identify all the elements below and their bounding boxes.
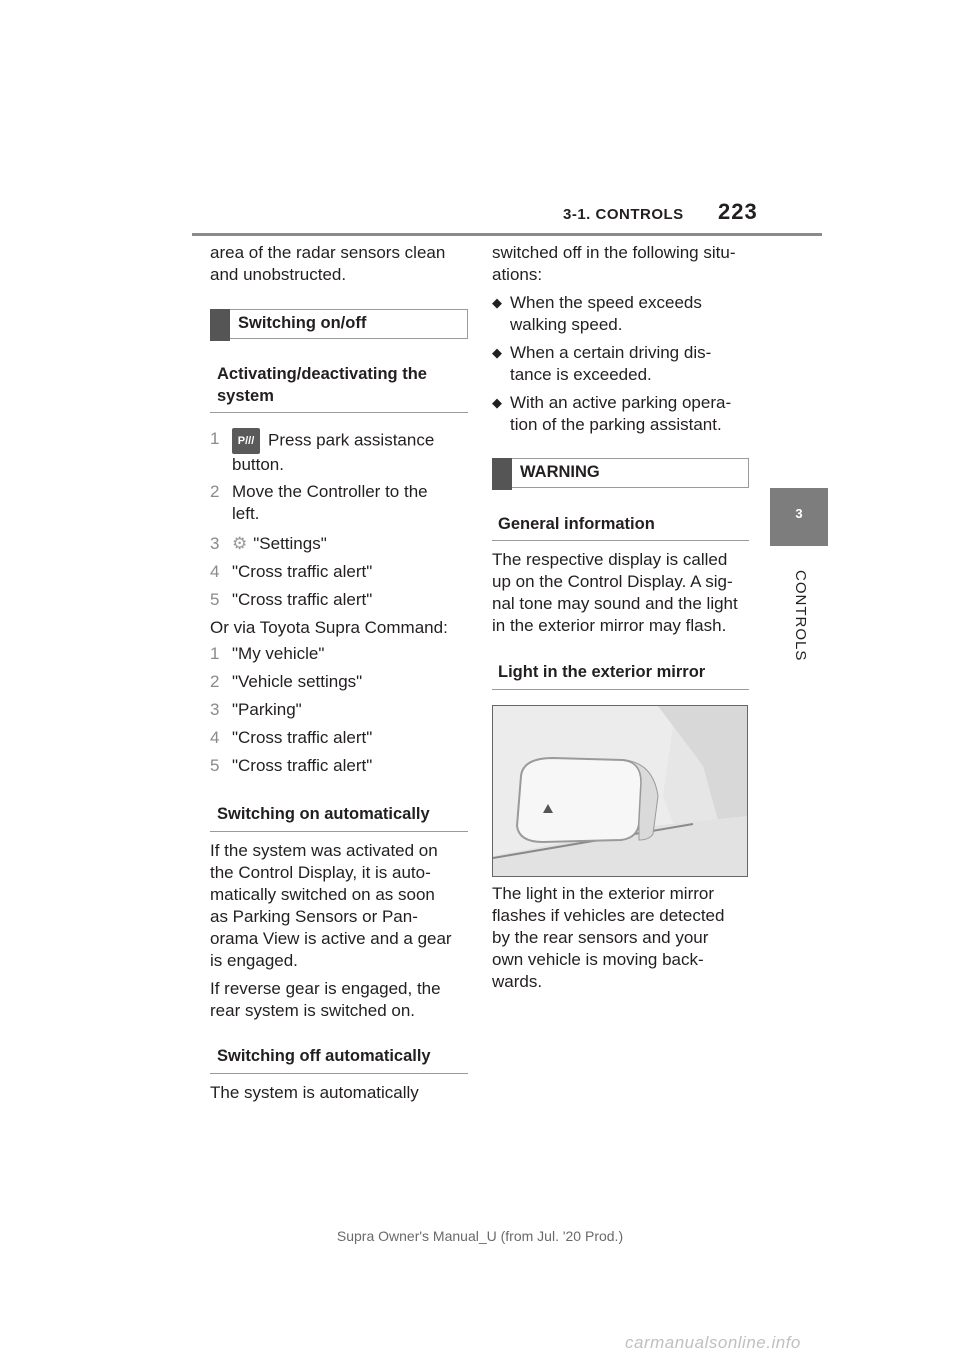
step-text: "Parking" (232, 700, 302, 719)
subheading-general: General information (498, 515, 655, 533)
para-line: in the exterior mirror may flash. (492, 616, 727, 635)
heading-bar (210, 309, 230, 341)
heading-text: WARNING (520, 463, 600, 481)
intro-line: area of the radar sensors clean (210, 243, 446, 262)
bullet-diamond-icon: ◆ (492, 345, 502, 360)
step-text-cont: left. (232, 504, 260, 523)
step-number: 4 (210, 562, 220, 581)
step-text: "Settings" (253, 534, 327, 553)
bullet-text-cont: tance is exceeded. (510, 365, 652, 384)
para-line: own vehicle is moving back- (492, 950, 704, 969)
step-text: "Cross traffic alert" (232, 756, 373, 775)
para-line: If reverse gear is engaged, the (210, 979, 441, 998)
park-assistance-button-icon: P/// (232, 428, 260, 454)
subheading-light: Light in the exterior mirror (498, 663, 706, 681)
step-text: "Cross traffic alert" (232, 728, 373, 747)
watermark-text: carmanualsonline.info (625, 1333, 801, 1352)
step-number: 3 (210, 534, 220, 553)
step-text-cont: button. (232, 455, 284, 474)
step-text: "Cross traffic alert" (232, 590, 373, 609)
bullet-diamond-icon: ◆ (492, 395, 502, 410)
para-line: up on the Control Display. A sig- (492, 572, 733, 591)
subheading-activating: system (217, 387, 274, 405)
para-line: nal tone may sound and the light (492, 594, 738, 613)
settings-gear-icon: ⚙ (232, 534, 248, 553)
para-line: the Control Display, it is auto- (210, 863, 431, 882)
step-number: 4 (210, 728, 220, 747)
para-line: The respective display is called (492, 550, 728, 569)
para-line: is engaged. (210, 951, 298, 970)
step-number: 1 (210, 644, 220, 663)
intro-line: and unobstructed. (210, 265, 347, 284)
para-line: wards. (492, 972, 543, 991)
chapter-label: CONTROLS (792, 570, 809, 662)
subheading-rule (210, 1073, 468, 1074)
para-line: orama View is active and a gear (210, 929, 452, 948)
subheading-rule (210, 831, 468, 832)
mirror-drawing (493, 706, 747, 876)
para-line: If the system was activated on (210, 841, 438, 860)
subheading-rule (492, 540, 749, 541)
para-line: flashes if vehicles are detected (492, 906, 725, 925)
para-line: by the rear sensors and your (492, 928, 709, 947)
bullet-text-cont: tion of the parking assistant. (510, 415, 722, 434)
heading-text: Switching on/off (238, 314, 367, 332)
step-text: Move the Controller to the (232, 482, 428, 501)
para-line: rear system is switched on. (210, 1001, 416, 1020)
para-line: The system is automatically (210, 1083, 419, 1102)
para-line: as Parking Sensors or Pan- (210, 907, 418, 926)
subheading-rule (492, 689, 749, 690)
para-line: matically switched on as soon (210, 885, 435, 904)
intro-line: ations: (492, 265, 543, 284)
via-command-text: Or via Toyota Supra Command: (210, 618, 448, 637)
heading-switching-on-off (210, 309, 468, 339)
step-number: 2 (210, 672, 220, 691)
bullet-diamond-icon: ◆ (492, 295, 502, 310)
bullet-text-cont: walking speed. (510, 315, 623, 334)
section-title: 3-1. CONTROLS (563, 206, 684, 223)
step-number: 5 (210, 756, 220, 775)
header-rule (192, 233, 822, 236)
step-number: 2 (210, 482, 220, 501)
step-number: 5 (210, 590, 220, 609)
heading-bar (492, 458, 512, 490)
footer-text: Supra Owner's Manual_U (from Jul. '20 Prod.) (336, 1228, 624, 1244)
subheading-auto-off: Switching off automatically (217, 1047, 431, 1065)
step-text: "My vehicle" (232, 644, 325, 663)
step-text: "Cross traffic alert" (232, 562, 373, 581)
heading-warning (492, 458, 749, 488)
subheading-rule (210, 412, 468, 413)
step-number: 1 (210, 429, 220, 448)
subheading-activating: Activating/deactivating the (217, 365, 427, 383)
chapter-number: 3 (795, 506, 803, 521)
exterior-mirror-illustration (492, 705, 748, 877)
page-number: 223 (718, 199, 758, 224)
intro-line: switched off in the following situ- (492, 243, 736, 262)
subheading-auto-on: Switching on automatically (217, 805, 430, 823)
step-text: Press park assistance (268, 430, 435, 450)
para-line: The light in the exterior mirror (492, 884, 715, 903)
step-text: "Vehicle settings" (232, 672, 363, 691)
step-number: 3 (210, 700, 220, 719)
